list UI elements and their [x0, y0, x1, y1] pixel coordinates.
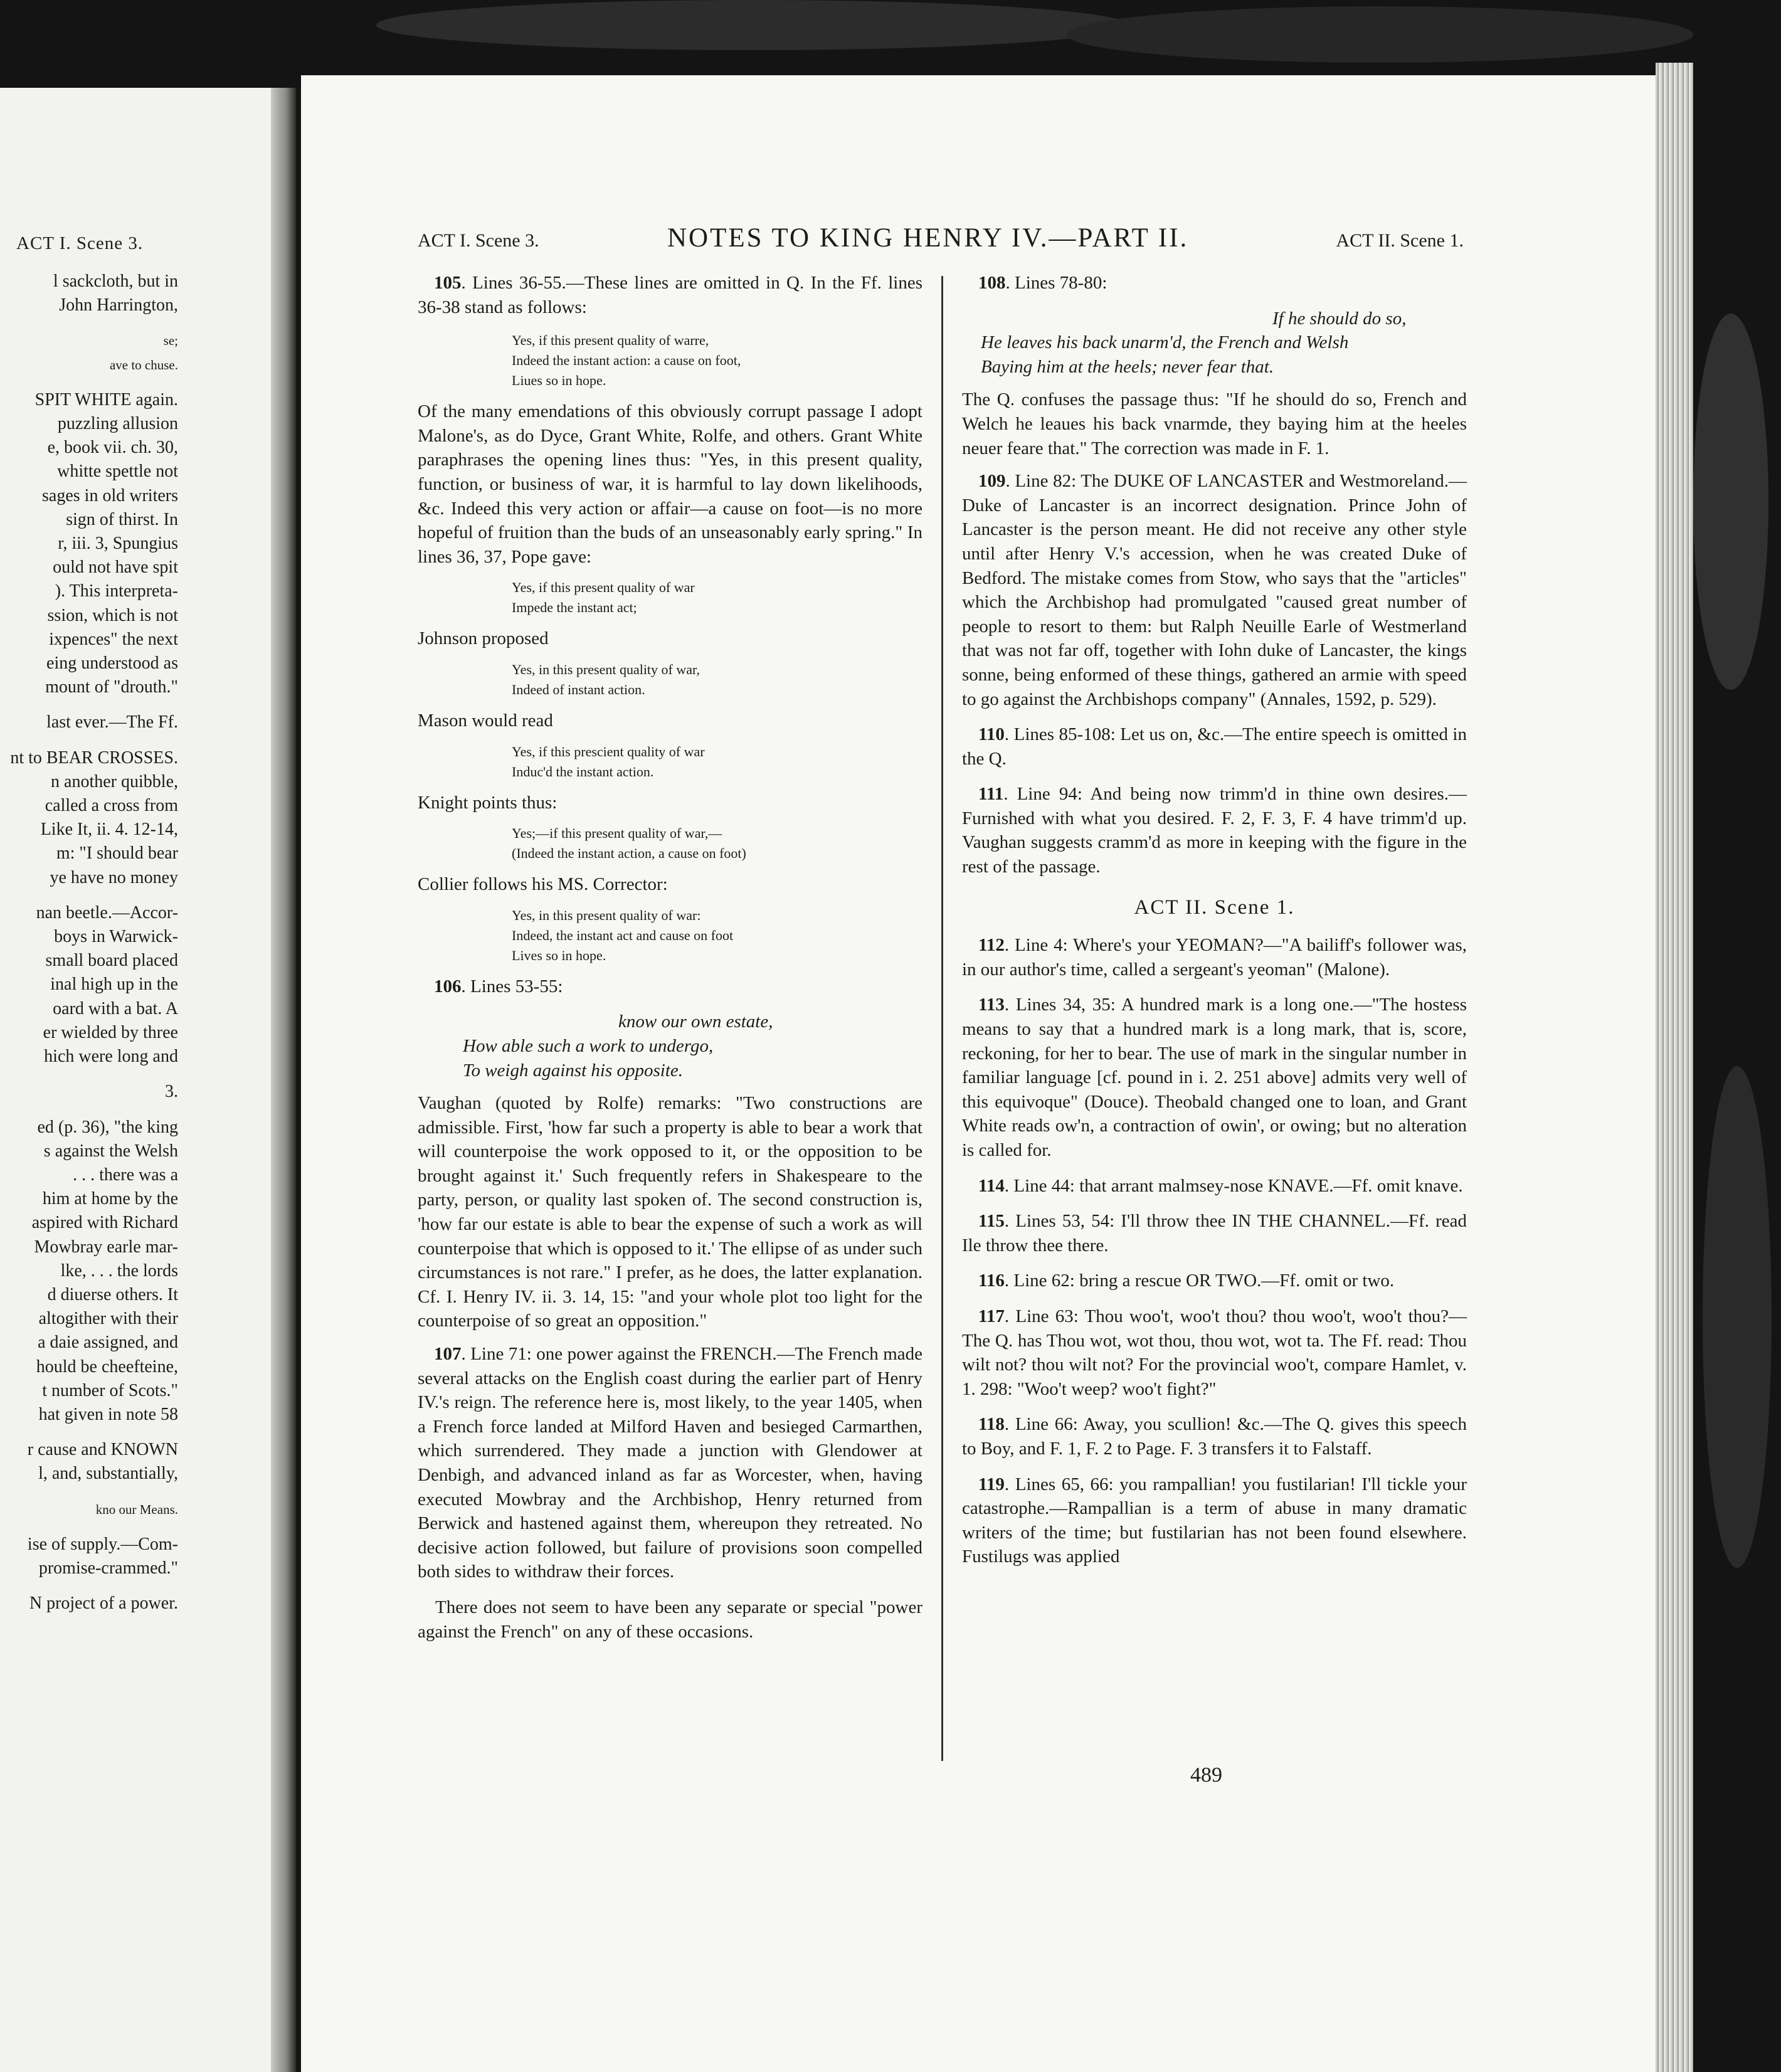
- previous-page-line: small board placed: [45, 951, 178, 971]
- previous-page-line: sign of thirst. In: [66, 509, 178, 529]
- previous-page-line: a daie assigned, and: [38, 1333, 178, 1353]
- previous-page-line: r, iii. 3, Spungius: [58, 534, 178, 554]
- column-rule: [941, 276, 943, 1761]
- quote-105-ff: [418, 330, 922, 391]
- note-114: 114. Line 44: that arrant malmsey-nose KNAVE.—Ff. omit knave.: [978, 1175, 1463, 1196]
- book-gutter-shadow: [271, 88, 296, 2072]
- note-116: 116. Line 62: bring a rescue OR TWO.—Ff. omit or two.: [978, 1271, 1395, 1291]
- quote-line: Yes, if this prescient quality of war: [512, 743, 705, 759]
- note-110: 110. Lines 85-108: Let us on, &c.—The entire speech is omitted in the Q.: [962, 724, 1467, 769]
- left-column: [418, 271, 922, 1652]
- quote-line: Yes;—if this present quality of war,—: [512, 825, 722, 842]
- previous-page-line: ould not have spit: [53, 558, 178, 578]
- previous-page-line: hich were long and: [44, 1047, 178, 1067]
- quote-105-johnson: [418, 660, 922, 700]
- previous-page-line: altogither with their: [38, 1309, 178, 1329]
- page-number: 489: [1190, 1763, 1222, 1787]
- quote-line: Baying him at the heels; never fear that.: [981, 356, 1274, 377]
- previous-page-line: r cause and KNOWN: [27, 1440, 178, 1460]
- previous-page-line: ave to chuse.: [109, 357, 178, 373]
- quote-105-mason: [418, 742, 922, 782]
- quote-line: To weigh against his opposite.: [463, 1060, 684, 1081]
- previous-page-line: Like It, ii. 4. 12-14,: [40, 820, 178, 840]
- paragraph-105-mason: Mason would read: [418, 710, 553, 731]
- previous-page-line: ye have no money: [50, 867, 178, 887]
- quote-105-pope: [418, 578, 922, 618]
- previous-page-line: nt to BEAR CROSSES.: [10, 748, 178, 768]
- previous-page-line: t number of Scots.": [42, 1380, 178, 1400]
- quote-line: Yes, in this present quality of war,: [512, 661, 700, 677]
- note-115: 115. Lines 53, 54: I'll throw thee IN THE CHANNEL.—Ff. read Ile throw thee there.: [962, 1211, 1467, 1255]
- previous-page-line: him at home by the: [42, 1189, 178, 1209]
- previous-page-line: se;: [163, 333, 178, 349]
- paragraph-107-power: There does not seem to have been any separate or special "power against the French" on any of these occasions.: [418, 1597, 922, 1642]
- paragraph-105-knight: Knight points thus:: [418, 792, 558, 813]
- previous-page-line: whitte spettle not: [57, 462, 178, 482]
- quote-line: Induc'd the instant action.: [512, 763, 654, 780]
- quote-line: How able such a work to undergo,: [463, 1035, 714, 1056]
- previous-page-line: e, book vii. ch. 30,: [47, 438, 178, 458]
- previous-page-line: oard with a bat. A: [53, 998, 178, 1018]
- running-head-left: ACT I. Scene 3.: [418, 230, 539, 251]
- previous-page-line: promise-crammed.": [38, 1558, 178, 1578]
- previous-page-line: 3.: [165, 1082, 178, 1102]
- quote-line: If he should do so,: [1272, 308, 1407, 329]
- quote-line: Yes, if this present quality of warre,: [512, 332, 709, 349]
- previous-page-line: hould be cheefteine,: [36, 1356, 178, 1377]
- previous-page-line: last ever.—The Ff.: [46, 712, 178, 732]
- previous-page-line: ed (p. 36), "the king: [37, 1117, 178, 1137]
- note-119: 119. Lines 65, 66: you rampallian! you fustilarian! I'll tickle your catastrophe.—Rampallian is a term of abuse in many dramatic writers of the time; but fustilarian has not been found elsewhere. Fustilugs was applied: [962, 1474, 1467, 1567]
- previous-page-line: m: "I should bear: [56, 843, 178, 864]
- quote-line: Yes, if this present quality of war: [512, 579, 695, 596]
- section-heading: ACT II. Scene 1.: [1134, 896, 1295, 919]
- previous-page-line: SPIT WHITE again.: [34, 389, 178, 410]
- quote-line: He leaves his back unarm'd, the French and Welsh: [981, 332, 1349, 353]
- note-118: 118. Line 66: Away, you scullion! &c.—The Q. gives this speech to Boy, and F. 1, F. 2 to Page. F. 3 transfers it to Falstaff.: [962, 1414, 1467, 1459]
- quote-105-collier: [418, 906, 922, 966]
- previous-page-line: n another quibble,: [51, 771, 178, 791]
- previous-page-line: aspired with Richard: [31, 1213, 178, 1233]
- paragraph-105-emendations: Of the many emendations of this obviously corrupt passage I adopt Malone's, as do Dyce, Grant White, Rolfe, and others. Grant White paraphrases the opening lines thus: "Yes, in this present quality, function, or business of war, it is harmful to lay down likelihoods, &c. Indeed this very action or affair—a cause on foot—is no more hopeful of fruition than the buds of an unseasonably early spring." In lines 36, 37, Pope gave:: [418, 401, 922, 567]
- previous-page-line: s against the Welsh: [43, 1141, 178, 1161]
- previous-page-line: N project of a power.: [29, 1594, 178, 1614]
- quote-line: Lives so in hope.: [512, 947, 606, 963]
- previous-page-line: lke, . . . the lords: [60, 1261, 178, 1281]
- previous-page-line: ixpences" the next: [49, 629, 178, 649]
- note-106: 106. Lines 53-55:: [434, 976, 563, 996]
- note-109: 109. Line 82: The DUKE OF LANCASTER and Westmoreland.—Duke of Lancaster is an incorrect designation. Prince John of Lancaster is the person meant. He did not receive any other style until after Henry V.'s accession, when he was created Duke of Bedford. The mistake comes from Stow, who says that the "articles" which the Archbishop had promulgated "caused great number of people to resort to them: but Ralph Neuille Earle of Westmerland that was not far off, together with Iohn duke of Lancaster, the kings sonne, being enformed of these things, gathered an armie with speed to go against the Archbishops company" (Annales, 1592, p. 529).: [962, 471, 1467, 709]
- quote-line: Yes, in this present quality of war:: [512, 907, 701, 923]
- previous-page-line: mount of "drouth.": [45, 677, 178, 697]
- right-column: [962, 271, 1467, 1580]
- quote-line: Indeed of instant action.: [512, 681, 645, 697]
- previous-page-line: kno our Means.: [95, 1501, 178, 1517]
- previous-page-line: boys in Warwick-: [54, 927, 178, 947]
- previous-page-line: called a cross from: [45, 796, 178, 816]
- quote-line: Indeed, the instant act and cause on foot: [512, 927, 734, 943]
- running-head: [418, 223, 1464, 254]
- previous-page-line: inal high up in the: [50, 975, 178, 995]
- quote-line: Impede the instant act;: [512, 600, 637, 616]
- previous-page-line: l sackcloth, but in: [53, 272, 178, 291]
- previous-page-line: ise of supply.—Com-: [27, 1534, 178, 1554]
- note-107: 107. Line 71: one power against the FRENCH.—The French made several attacks on the English coast during the earlier part of Henry IV.'s reign. The reference here is, most likely, to the year 1405, when a French force landed at Milford Haven and besieged Carmarthen, which surrendered. They made a junction with Glendower at Denbigh, and advanced inland as far as Worcester, when, having executed Mowbray and the Archbishop, Henry returned from Berwick and hastened against them, whereupon they retreated. No decisive action followed, but failure of provisions soon compelled both sides to withdraw their forces.: [418, 1344, 922, 1582]
- previous-page: [0, 88, 281, 2072]
- previous-page-line: eing understood as: [46, 653, 178, 674]
- quote-line: (Indeed the instant action, a cause on foot): [512, 845, 746, 862]
- previous-page-header: ACT I. Scene 3.: [16, 233, 144, 253]
- previous-page-line: ssion, which is not: [47, 605, 178, 625]
- paragraph-108-quarto: The Q. confuses the passage thus: "If he should do so, French and Welch he leaues his back vnarmde, they baying him at the heeles neuer feare that." The correction was made in F. 1.: [962, 389, 1467, 458]
- page-edges: [1656, 63, 1693, 2072]
- previous-page-text: [0, 270, 178, 1615]
- quote-line: Liues so in hope.: [512, 373, 606, 389]
- previous-page-line: Mowbray earle mar-: [34, 1237, 178, 1257]
- running-head-title: NOTES TO KING HENRY IV.—PART II.: [667, 223, 1189, 253]
- paragraph-105-johnson: Johnson proposed: [418, 628, 549, 649]
- note-111: 111. Line 94: And being now trimm'd in thine own desires.—Furnished with what you desired. F. 2, F. 3, F. 4 have trimm'd up. Vaughan suggests cramm'd as more in keeping with the figure in the rest of the passage.: [962, 784, 1467, 877]
- previous-page-line: l, and, substantially,: [38, 1464, 178, 1484]
- quote-line: Indeed the instant action: a cause on foot,: [512, 352, 741, 369]
- previous-page-line: sages in old writers: [42, 485, 178, 505]
- previous-page-line: puzzling allusion: [57, 414, 178, 434]
- note-113: 113. Lines 34, 35: A hundred mark is a long one.—"The hostess means to say that a hundred mark is a long mark, that is, score, reckoning, for her to bear. The use of mark in the singular number in familiar language [cf. pound in i. 2. 251 above] admits very well of this equivoque" (Douce). Theobald changed one to loan, and Grant White reads ow'n, a contraction of owin', or owing; but no alteration is called for.: [962, 995, 1467, 1160]
- quote-105-knight: [418, 823, 922, 864]
- note-108: 108. Lines 78-80:: [978, 273, 1107, 293]
- note-112: 112. Line 4: Where's your YEOMAN?—"A bailiff's follower was, in our author's time, called a sergeant's yeoman" (Malone).: [962, 935, 1467, 980]
- running-head-right: ACT II. Scene 1.: [1336, 230, 1464, 251]
- previous-page-line: nan beetle.—Accor-: [36, 902, 178, 922]
- note-117: 117. Line 63: Thou woo't, woo't thou? thou woo't, woo't thou?—The Q. has Thou wot, wot thou, thou wot, wot ta. The Ff. read: Thou wilt not? thou wilt not? For the provincial woo't, compare Hamlet, v. 1. 298: "Woo't weep? woo't fight?": [962, 1306, 1467, 1399]
- verse-106: [418, 1010, 922, 1082]
- previous-page-line: John Harrington,: [59, 295, 178, 315]
- paragraph-106-vaughan: Vaughan (quoted by Rolfe) remarks: "Two constructions are admissible. First, 'how far such a property is able to bear a work that will counterpoise the work opposed to it, or the opposition to be brought against it.' Such frequently refers in Shakespeare to the party, person, or quality last spoken of. The second construction is, 'how far our estate is able to bear the expense of such a work as will counterpoise that which is opposed to it.' The ellipse of as under such circumstances is not rare." I prefer, as he does, the latter explanation. Cf. I. Henry IV. ii. 3. 14, 15: "and your whole plot too light for the counterpoise of so great an opposition.": [418, 1093, 922, 1331]
- quote-line: know our own estate,: [618, 1012, 773, 1032]
- previous-page-line: d diuerse others. It: [47, 1284, 178, 1304]
- previous-page-line: ). This interpreta-: [55, 581, 178, 601]
- previous-page-line: . . . there was a: [73, 1165, 178, 1185]
- previous-page-line: hat given in note 58: [38, 1404, 178, 1424]
- paragraph-105-collier: Collier follows his MS. Corrector:: [418, 874, 668, 895]
- verse-108: [962, 307, 1467, 379]
- previous-page-line: er wielded by three: [43, 1022, 178, 1042]
- note-105: 105. Lines 36-55.—These lines are omitted in Q. In the Ff. lines 36-38 stand as follows:: [418, 273, 922, 317]
